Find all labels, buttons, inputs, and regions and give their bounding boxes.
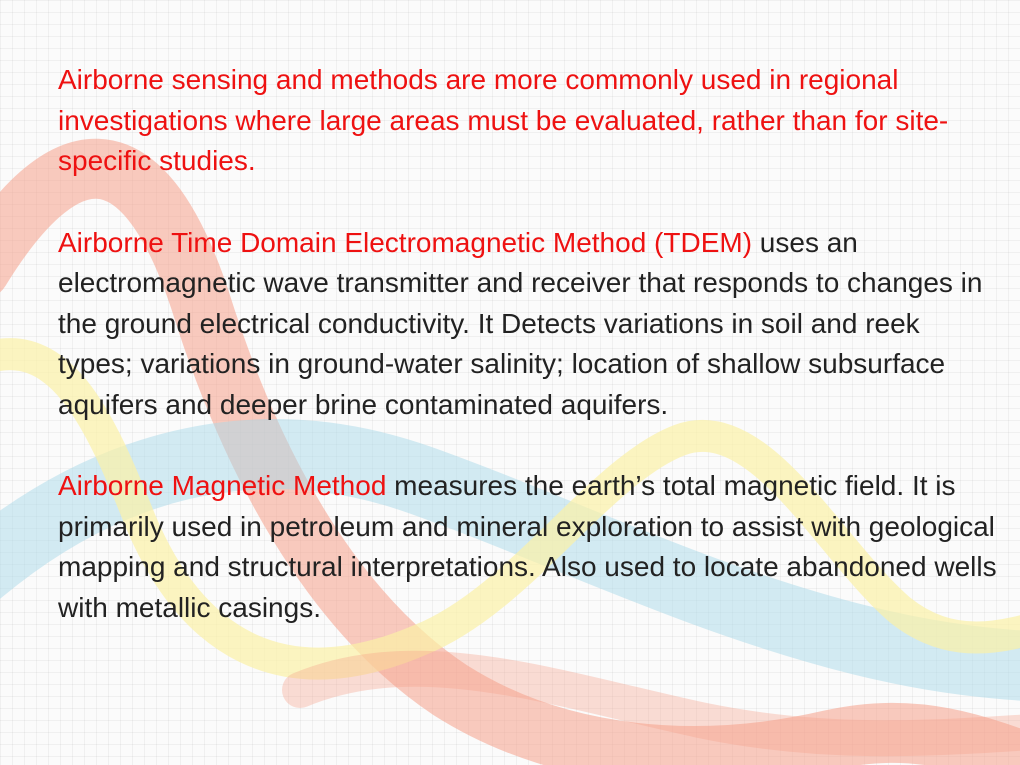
paragraph-airborne-sensing (58, 60, 998, 182)
content (58, 60, 998, 669)
paragraph-tdem (58, 223, 998, 426)
term-tdem: Airborne Time Domain Electromagnetic Method (TDEM) (58, 226, 753, 258)
paragraph-text: uses an electromagnetic wave transmitter and receiver that responds to changes in the ground electrical conductivity. It Detects variations in soil and reek types; variations in ground-water salinity; location of shallow subsurface aquifers and deeper brine contaminated aquifers. (58, 226, 983, 420)
paragraph-text: measures the earth’s total magnetic field. It is primarily used in petroleum and mineral exploration to assist with geological mapping and structural interpretations. Also used to locate abandoned wells with metallic casings. (58, 470, 997, 623)
term-magnetic: Airborne Magnetic Method (58, 470, 387, 501)
paragraph-magnetic (58, 466, 998, 628)
paragraph-text: Airborne sensing and methods are more commonly used in regional investigations where large areas must be evaluated, rather than for site-specific studies. (58, 64, 949, 176)
